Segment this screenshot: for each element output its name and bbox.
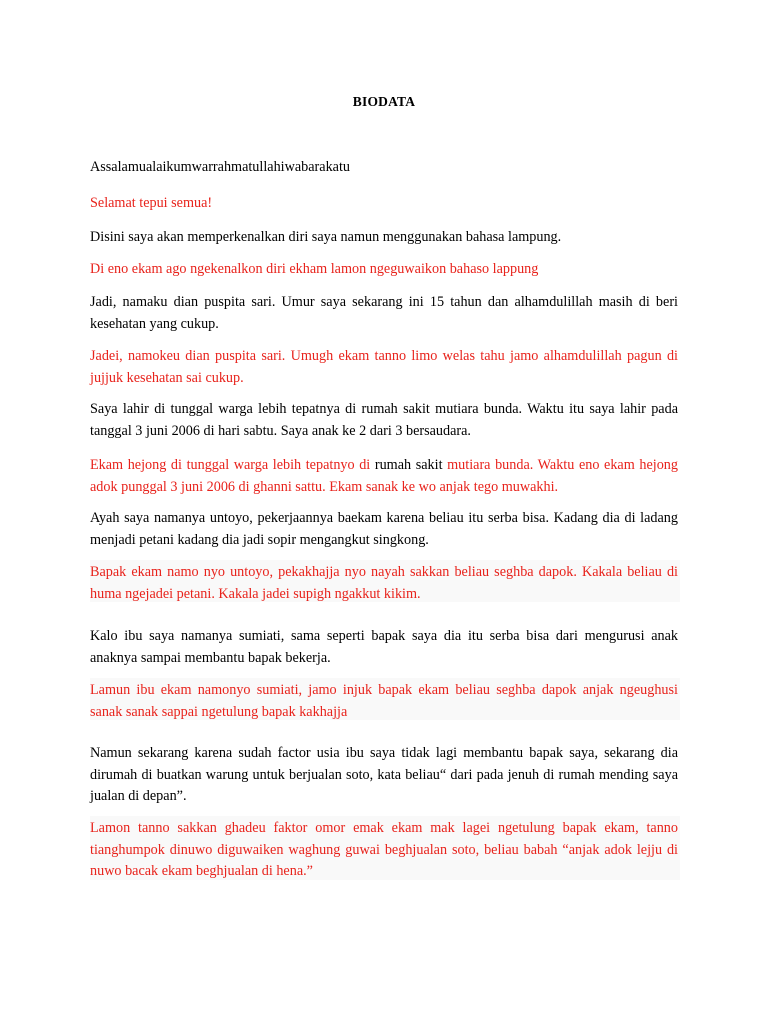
mother-now-paragraph: Namun sekarang karena sudah factor usia ibu saya tidak lagi membantu bapak saya, sekarang dia dirumah di buatkan warung untuk berjualan soto, kata beliau“ dari pada jenuh di rumah mending saya jualan di depan”. [90, 745, 678, 804]
mother-now-lampung-paragraph: Lamon tanno sakkan ghadeu faktor omor emak ekam mak lagei ngetulung bapak ekam, tanno tianghumpok dinuwo diguwaiken waghung guwai beghjualan soto, beliau babah “anjak adok lejju di nuwo bacak ekam beghjualan di hena.” [90, 820, 678, 879]
birth-lampung-text-b: rumah sakit [374, 457, 443, 473]
birth-lampung-paragraph [90, 455, 678, 498]
mother-lampung-paragraph: Lamun ibu ekam namonyo sumiati, jamo injuk bapak ekam beliau seghba dapok anjak ngeughusi sanak sanak sappai ngetulung bapak kakhajja [90, 682, 678, 720]
greeting-paragraph: Assalamualaikumwarrahmatullahiwabarakatu [90, 159, 351, 175]
document-title: BIODATA [352, 94, 416, 109]
intro-lampung-paragraph: Di eno ekam ago ngekenalkon diri ekham lamon ngeguwaikon bahaso lappung [90, 261, 539, 277]
intro-paragraph: Disini saya akan memperkenalkan diri saya namun menggunakan bahasa lampung. [90, 229, 562, 245]
name-age-lampung-paragraph: Jadei, namokeu dian puspita sari. Umugh ekam tanno limo welas tahu jamo alhamdulillah pagun di jujjuk kesehatan sai cukup. [90, 348, 678, 386]
greeting-lampung-paragraph: Selamat tepui semua! [90, 195, 213, 211]
name-age-paragraph: Jadi, namaku dian puspita sari. Umur saya sekarang ini 15 tahun dan alhamdulillah masih di beri kesehatan yang cukup. [90, 294, 678, 332]
father-lampung-paragraph: Bapak ekam namo nyo untoyo, pekakhajja nyo nayah sakkan beliau seghba dapok. Kakala beliau di huma ngejadei petani. Kakala jadei supigh ngakkut kikim. [90, 564, 678, 602]
birth-paragraph: Saya lahir di tunggal warga lebih tepatnya di rumah sakit mutiara bunda. Waktu itu saya lahir pada tanggal 3 juni 2006 di hari sabtu. Saya anak ke 2 dari 3 bersaudara. [90, 401, 678, 439]
father-paragraph: Ayah saya namanya untoyo, pekerjaannya baekam karena beliau itu serba bisa. Kadang dia di ladang menjadi petani kadang dia jadi sopir mengangkut singkong. [90, 510, 678, 548]
birth-lampung-text-c: mutiara bunda. Waktu eno ekam hejong adok punggal 3 juni 2006 di ghanni sattu. Ekam sanak ke wo anjak tego muwakhi. [90, 457, 678, 495]
mother-paragraph: Kalo ibu saya namanya sumiati, sama seperti bapak saya dia itu serba bisa dari mengurusi anak anaknya sampai membantu bapak bekerja. [90, 628, 678, 666]
birth-lampung-text-a: Ekam hejong di tunggal warga lebih tepatnyo di [90, 457, 375, 473]
